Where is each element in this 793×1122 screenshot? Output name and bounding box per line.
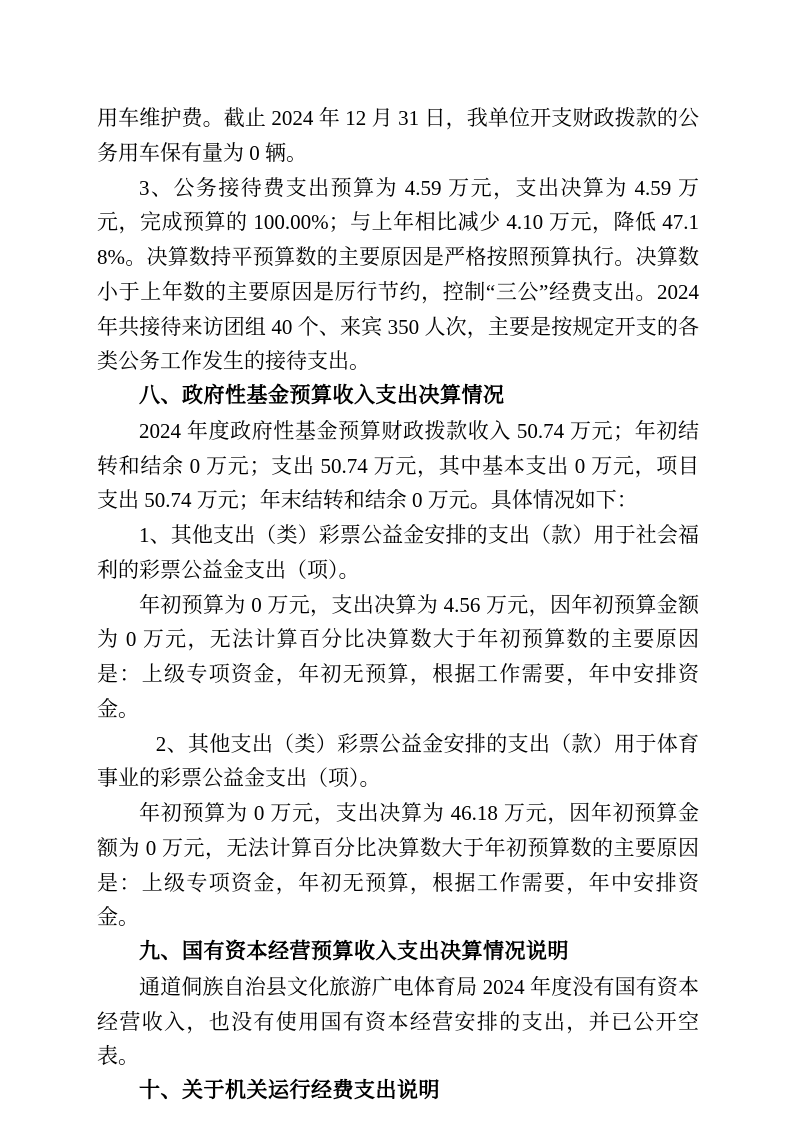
paragraph: 用车维护费。截止 2024 年 12 月 31 日，我单位开支财政拨款的公务用车保有量为 0 辆。 (97, 106, 699, 165)
paragraph: 2、其他支出（类）彩票公益金安排的支出（款）用于体育事业的彩票公益金支出（项）。 (97, 731, 699, 791)
paragraph: 通道侗族自治县文化旅游广电体育局 2024 年度没有国有资本经营收入，也没有使用国有资本经营安排的支出，并已公开空表。 (97, 974, 699, 1069)
paragraph: 年初预算为 0 万元，支出决算为 4.56 万元，因年初预算金额为 0 万元，无法计算百分比决算数大于年初预算数的主要原因是：上级专项资金，年初无预算，根据工作需要，年中安排资金。 (97, 592, 699, 721)
section-heading: 九、国有资本经营预算收入支出决算情况说明 (139, 940, 569, 963)
document-body (97, 101, 699, 1109)
section-heading: 十、关于机关运行经费支出说明 (139, 1079, 440, 1102)
paragraph: 3、公务接待费支出预算为 4.59 万元，支出决算为 4.59 万元，完成预算的 100.00%；与上年相比减少 4.10 万元，降低 47.18%。决算数持平预算数的主要原因是严格按照预算执行。决算数小于上年数的主要原因是厉行节约，控制“三公”经费支出。2024 年共接待来访团组 40 个、来宾 350 人次，主要是按规定开支的各类公务工作发生的接待支出。 (97, 175, 699, 374)
paragraph: 2024 年度政府性基金预算财政拨款收入 50.74 万元；年初结转和结余 0 万元；支出 50.74 万元，其中基本支出 0 万元，项目支出 50.74 万元；年末结转和结余 0 万元。具体情况如下： (97, 418, 699, 513)
paragraph: 年初预算为 0 万元，支出决算为 46.18 万元，因年初预算金额为 0 万元，无法计算百分比决算数大于年初预算数的主要原因是：上级专项资金，年初无预算，根据工作需要，年中安排资金。 (97, 801, 699, 930)
section-heading: 八、政府性基金预算收入支出决算情况 (139, 384, 505, 407)
paragraph: 1、其他支出（类）彩票公益金安排的支出（款）用于社会福利的彩票公益金支出（项）。 (97, 523, 699, 582)
